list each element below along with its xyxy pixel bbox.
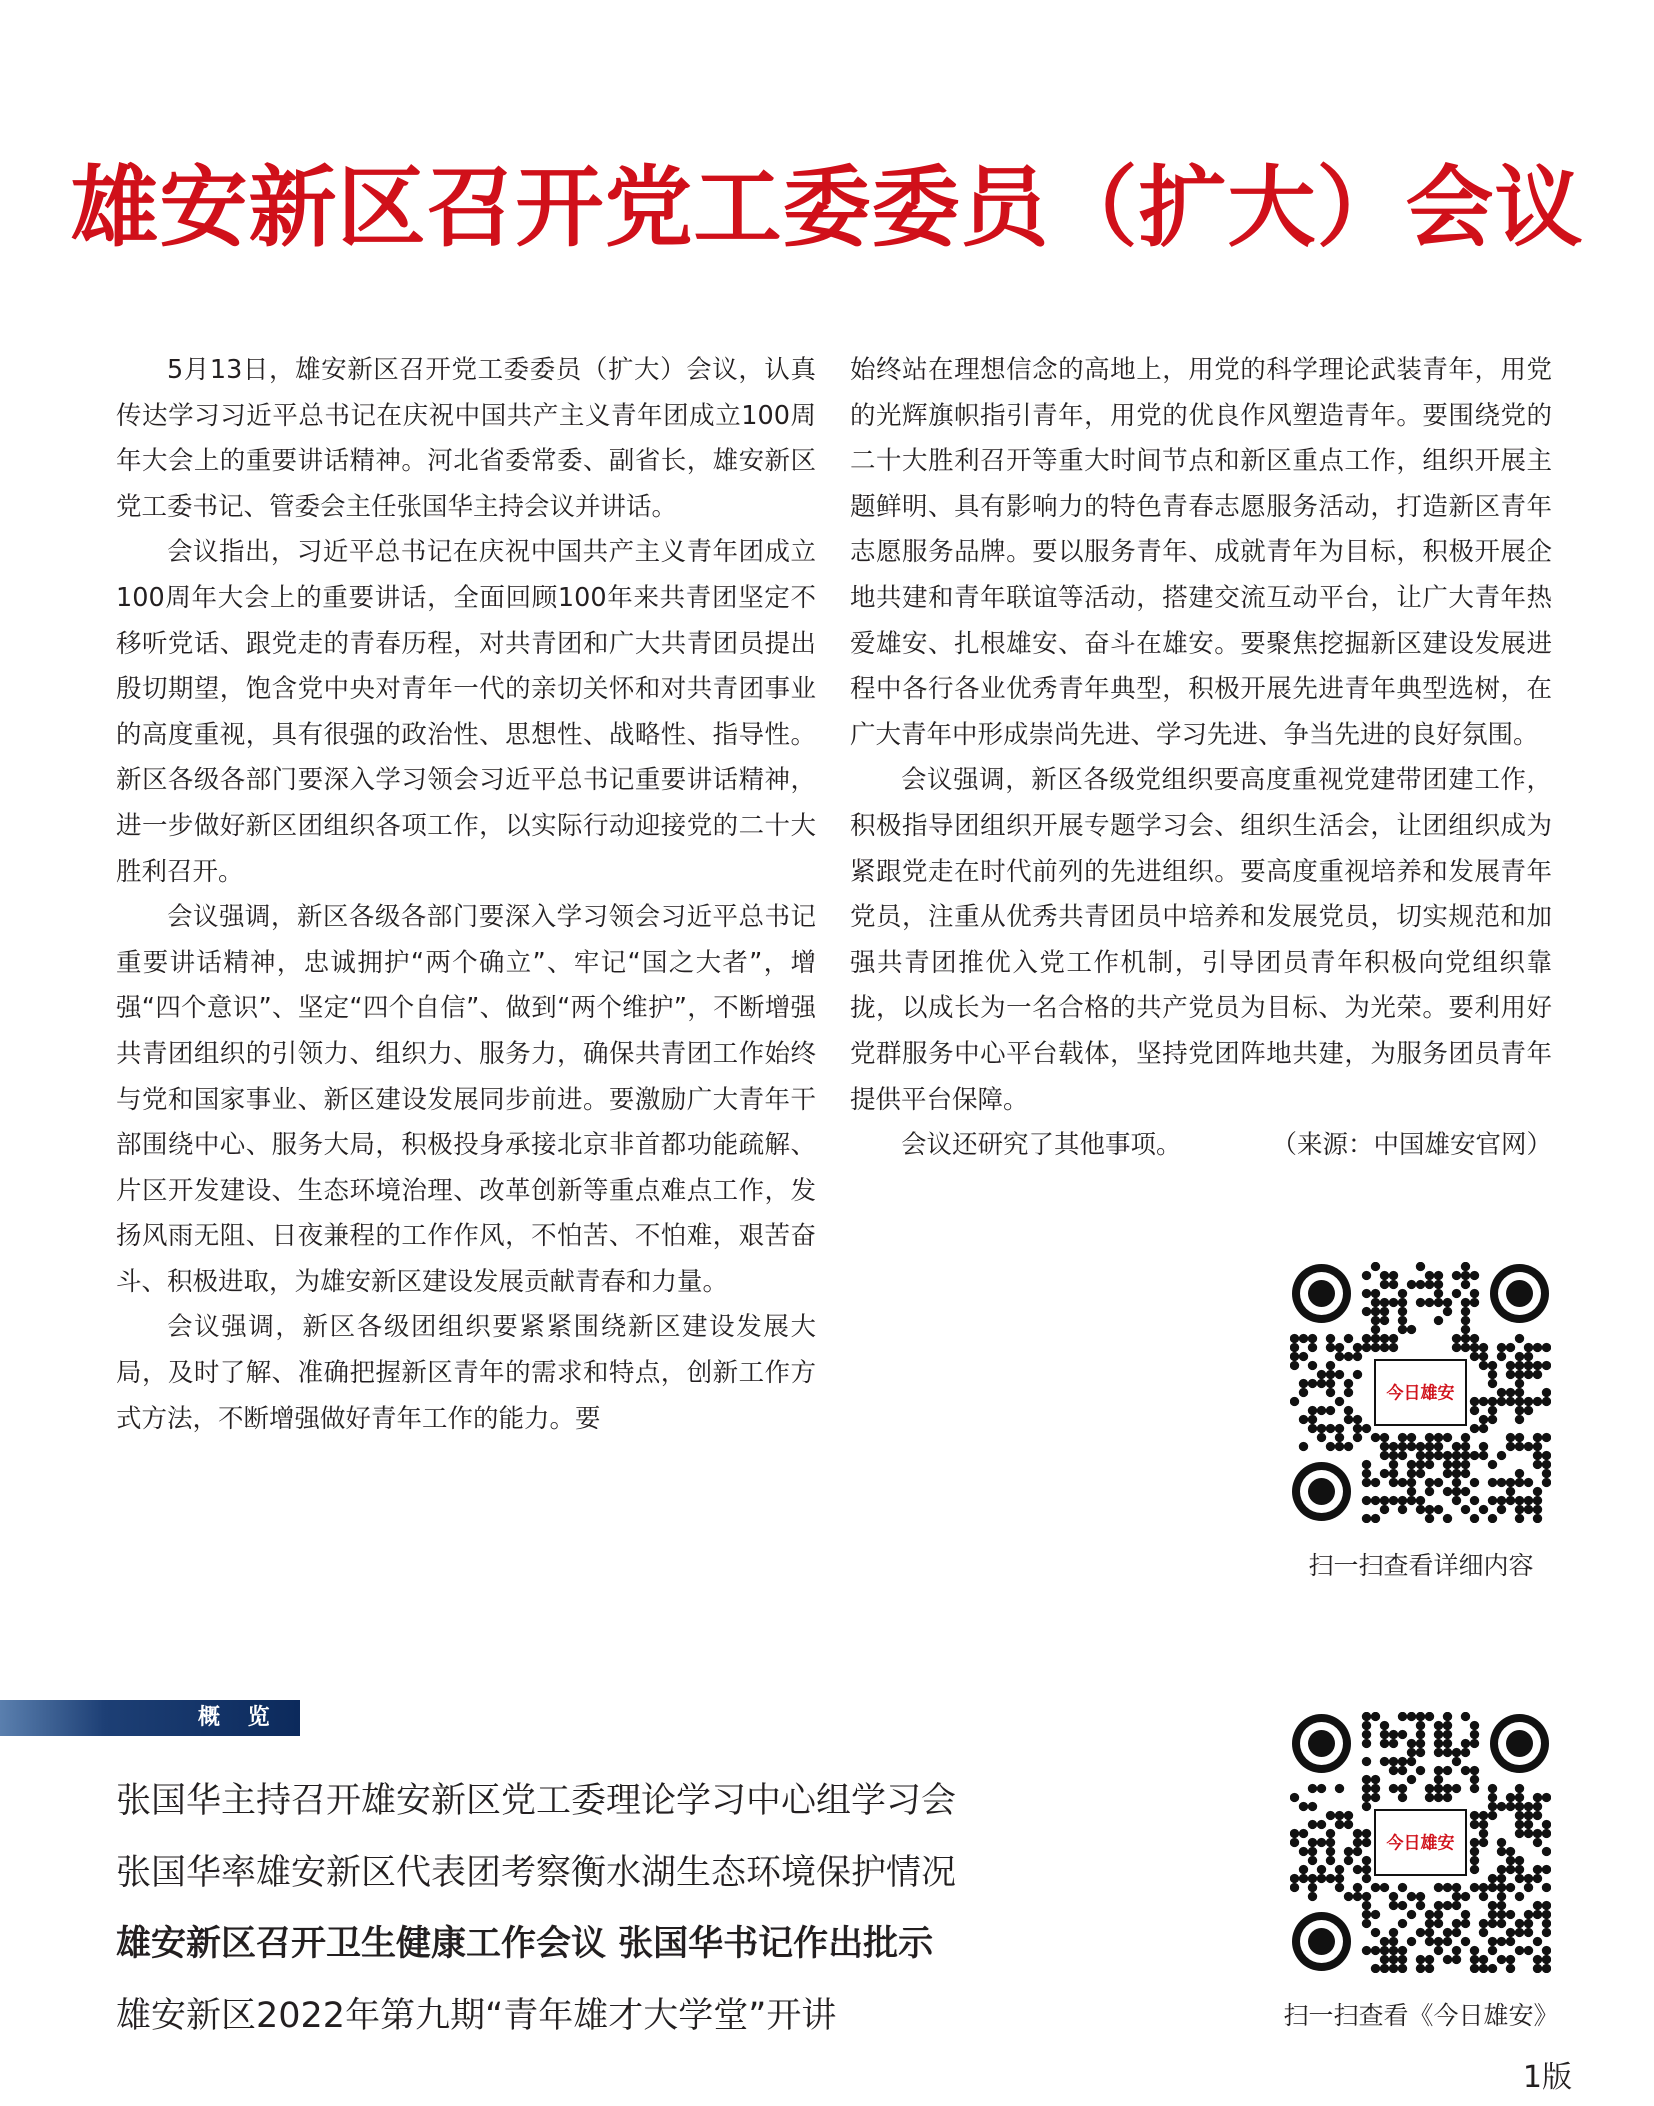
- overview-item[interactable]: 张国华率雄安新区代表团考察衡水湖生态环境保护情况: [116, 1852, 957, 1893]
- qr-code-newspaper[interactable]: [1290, 1712, 1552, 1974]
- article-paragraph: 会议强调，新区各级团组织要紧紧围绕新区建设发展大局，及时了解、准确把握新区青年的需求和特点，创新工作方式方法，不断增强做好青年工作的能力。要: [116, 1312, 816, 1434]
- qr-logo-text: 今日雄安: [1386, 1383, 1455, 1404]
- article-source: （来源：中国雄安官网）: [1271, 1130, 1552, 1161]
- article-paragraph: 始终站在理想信念的高地上，用党的科学理论武装青年，用党的光辉旗帜指引青年，用党的优良作风塑造青年。要围绕党的二十大胜利召开等重大时间节点和新区重点工作，组织开展主题鲜明、具有影响力的特色青春志愿服务活动，打造新区青年志愿服务品牌。要以服务青年、成就青年为目标，积极开展企地共建和青年联谊等活动，搭建交流互动平台，让广大青年热爱雄安、扎根雄安、奋斗在雄安。要聚焦挖掘新区建设发展进程中各行各业优秀青年典型，积极开展先进青年典型选树，在广大青年中形成崇尚先进、学习先进、争当先进的良好氛围。: [850, 355, 1552, 750]
- overview-label: 概 览: [198, 1705, 280, 1730]
- page-number: 1版: [1522, 2060, 1572, 2095]
- qr-code-graphic: [1290, 1712, 1551, 1973]
- qr-code-detail[interactable]: [1290, 1262, 1552, 1524]
- qr-caption-newspaper: 扫一扫查看《今日雄安》: [1283, 2001, 1559, 2030]
- closing-text: 会议还研究了其他事项。: [901, 1130, 1182, 1161]
- article-paragraph: 会议强调，新区各级各部门要深入学习领会习近平总书记重要讲话精神，忠诚拥护“两个确立”、牢记“国之大者”，增强“四个意识”、坚定“四个自信”、做到“两个维护”，不断增强共青团组织的引领力、组织力、服务力，确保共青团工作始终与党和国家事业、新区建设发展同步前进。要激励广大青年干部围绕中心、服务大局，积极投身承接北京非首都功能疏解、片区开发建设、生态环境治理、改革创新等重点难点工作，发扬风雨无阻、日夜兼程的工作作风，不怕苦、不怕难，艰苦奋斗、积极进取，为雄安新区建设发展贡献青春和力量。: [116, 902, 816, 1297]
- qr-code-graphic: [1290, 1262, 1551, 1523]
- overview-item[interactable]: 雄安新区召开卫生健康工作会议 张国华书记作出批示: [116, 1924, 934, 1964]
- qr-logo-text: 今日雄安: [1386, 1833, 1455, 1854]
- qr-caption-detail: 扫一扫查看详细内容: [1308, 1551, 1534, 1580]
- article-paragraph: 5月13日，雄安新区召开党工委委员（扩大）会议，认真传达学习习近平总书记在庆祝中国共产主义青年团成立100周年大会上的重要讲话精神。河北省委常委、副省长，雄安新区党工委书记、管委会主任张国华主持会议并讲话。: [116, 355, 816, 522]
- article-closing-line: [850, 1123, 1552, 1169]
- overview-item[interactable]: 雄安新区2022年第九期“青年雄才大学堂”开讲: [116, 1995, 837, 2036]
- article-title: 雄安新区召开党工委委员（扩大）会议: [70, 155, 1584, 259]
- overview-item[interactable]: 张国华主持召开雄安新区党工委理论学习中心组学习会: [116, 1781, 957, 1821]
- article-paragraph: 会议强调，新区各级党组织要高度重视党建带团建工作，积极指导团组织开展专题学习会、组织生活会，让团组织成为紧跟党走在时代前列的先进组织。要高度重视培养和发展青年党员，注重从优秀共青团员中培养和发展党员，切实规范和加强共青团推优入党工作机制，引导团员青年积极向党组织靠拢，以成长为一名合格的共产党员为目标、为光荣。要利用好党群服务中心平台载体，坚持党团阵地共建，为服务团员青年提供平台保障。: [850, 765, 1552, 1115]
- overview-list: [116, 1766, 956, 2052]
- article-column-left: [116, 348, 816, 1442]
- article-column-right: [850, 348, 1552, 1169]
- article-paragraph: 会议指出，习近平总书记在庆祝中国共产主义青年团成立100周年大会上的重要讲话，全面回顾100年来共青团坚定不移听党话、跟党走的青春历程，对共青团和广大共青团员提出殷切期望，饱含党中央对青年一代的亲切关怀和对共青团事业的高度重视，具有很强的政治性、思想性、战略性、指导性。新区各级各部门要深入学习领会习近平总书记重要讲话精神，进一步做好新区团组织各项工作，以实际行动迎接党的二十大胜利召开。: [116, 537, 816, 887]
